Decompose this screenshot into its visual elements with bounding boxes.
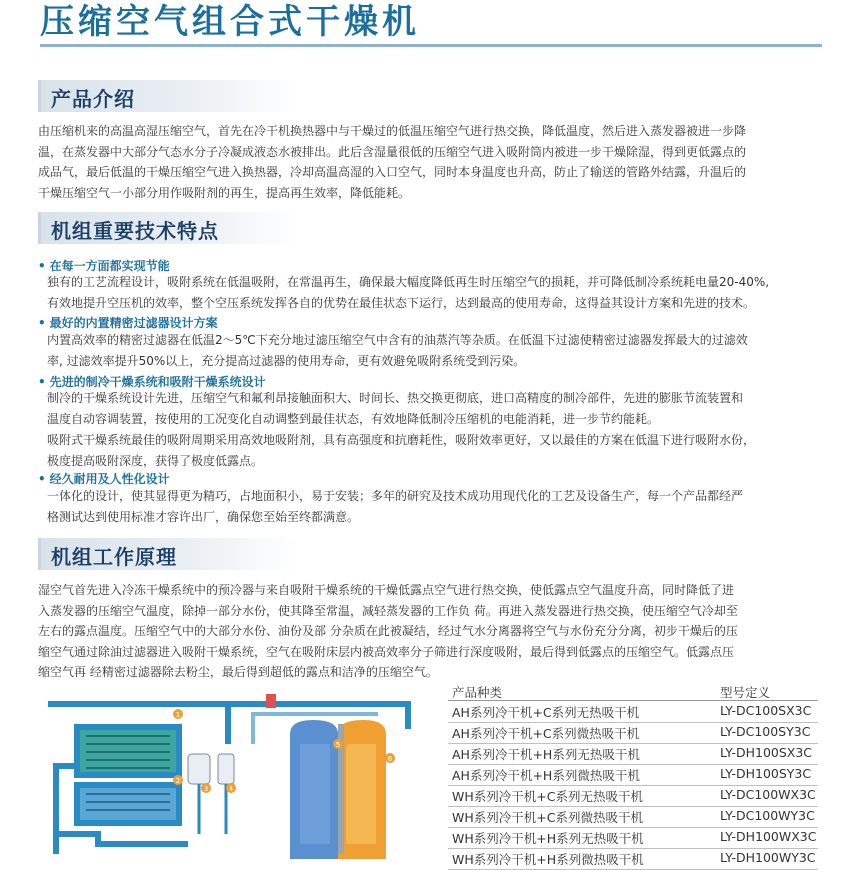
section-heading-features <box>38 212 299 244</box>
section-heading-principle <box>38 538 299 570</box>
pipe <box>56 766 74 854</box>
table-row: WH系列冷干机+H系列微热吸干机 LY-DH100WY3C <box>448 848 818 870</box>
table-row: AH系列冷干机+H系列无热吸干机 LY-DH100SX3C <box>448 743 818 765</box>
feature-title: • 在每一方面都实现节能 <box>38 259 170 273</box>
marker-label: 4 <box>228 785 234 793</box>
table-row: AH系列冷干机+C系列无热吸干机 LY-DC100SX3C <box>448 701 818 723</box>
bullet-icon: • <box>38 375 46 389</box>
intro-paragraph <box>38 121 828 203</box>
section-heading-text: 产品介绍 <box>51 87 135 111</box>
table-row: WH系列冷干机+H系列无热吸干机 LY-DH100WX3C <box>448 827 818 849</box>
oil-filter <box>218 754 234 784</box>
feature-title: • 经久耐用及人性化设计 <box>38 472 170 486</box>
table-header-product: 产品种类 <box>452 685 503 700</box>
feature-text: 制冷的干燥系统设计先进，压缩空气和氟利昂接触面积大、时间长、热交换更彻底，进口高精度的制冷部件，先进的膨胀节流装置和 温度自动容调装置，按使用的工况变化自动调整到最佳状态，有效地降低制冷压缩机的电能消耗，进一步节约能耗。 吸附式干燥系统最佳的吸附周期采用高效地吸附剂，具有高强度和抗磨耗性，吸附效率更好，又以最佳的方案在低温下进行吸附水份， 极度提高吸附深度，获得了极度低露点。 <box>47 391 756 468</box>
desiccant-bed <box>346 744 376 844</box>
table-row: AH系列冷干机+C系列微热吸干机 LY-DC100SY3C <box>448 722 818 744</box>
water-separator <box>188 754 210 784</box>
section-heading-text: 机组工作原理 <box>51 545 177 569</box>
principle-paragraph: 湿空气首先进入冷冻干燥系统中的预冷器与来自吸附干燥系统的干燥低露点空气进行热交换，使低露点空气温度升高，同时降低了进 入蒸发器的压缩空气温度，除掉一部分水份，使其降至常温，减轻蒸发器的工作负 荷。再进入蒸发器进行热交换，使压缩空气冷却至 左右的露点温度。压缩空气中的大部分水份、油份及部 分杂质在此被凝结，经过气水分离器将空气与水份充分分离，初步干燥后的压 缩空气通过除油过滤器进入吸附干燥系统，空气在吸附床层内被高效率分子筛进行深度吸附，最后得到低露点的压缩空气。低露点压 缩空气再 经精密过滤器除去粉尘，最后得到超低的露点和洁净的压缩空气。 <box>38 583 738 679</box>
intro-line: 由压缩机来的高温高湿压缩空气，首先在冷干机换热器中与干燥过的低温压缩空气进行热交换，降低温度，然后进入蒸发器被进一步降 <box>38 124 747 138</box>
feature-text: 内置高效率的精密过滤器在低温2～5℃下充分地过滤压缩空气中含有的油蒸汽等杂质。在低温下过滤使精密过滤器发挥最大的过滤效 率, 过滤效率提升50%以上，充分提高过滤器的使用寿命，更有效避免吸附系统受到污染。 <box>47 333 748 368</box>
table-row: WH系列冷干机+C系列微热吸干机 LY-DC100WY3C <box>448 806 818 828</box>
marker-label: 5 <box>335 741 341 749</box>
section-heading-text: 机组重要技术特点 <box>51 219 219 243</box>
intro-line: 成品气，最后低温的干燥压缩空气进入换热器，冷却高温高湿的入口空气，同时本身温度也升高，防止了输送的管路外结露，升温后的 <box>38 165 747 179</box>
pipe <box>56 834 188 844</box>
marker-label: 2 <box>175 777 181 785</box>
bullet-icon: • <box>38 316 46 330</box>
bullet-icon: • <box>38 472 46 486</box>
feature-text: 一体化的设计，使其显得更为精巧，占地面积小，易于安装；多年的研究及技术成功用现代化的工艺及设备生产，每一个产品都经严 格测试达到使用标准才容许出厂，确保您至始至终都满意。 <box>47 489 744 524</box>
title-divider <box>40 44 822 47</box>
table-row: AH系列冷干机+H系列微热吸干机 LY-DH100SY3C <box>448 764 818 786</box>
marker-label: 6 <box>387 755 393 763</box>
section-heading-intro <box>38 80 299 112</box>
evaporator-core <box>80 788 176 820</box>
feature-title: • 先进的制冷干燥系统和吸附干燥系统设计 <box>38 375 266 389</box>
desiccant-bed <box>300 744 330 844</box>
marker-label: 1 <box>175 711 181 719</box>
dryer-flow-diagram <box>38 684 438 861</box>
feature-title: • 最好的内置精密过滤器设计方案 <box>38 316 218 330</box>
intro-line: 干燥压缩空气一小部分用作吸附剂的再生，提高再生效率，降低能耗。 <box>38 185 411 200</box>
table-row: WH系列冷干机+C系列无热吸干机 LY-DC100WX3C <box>448 785 818 807</box>
page-title: 压缩空气组合式干燥机 <box>40 2 420 42</box>
table-header-model: 型号定义 <box>720 685 771 700</box>
valve-icon <box>266 694 276 708</box>
feature-text: 独有的工艺流程设计，吸附系统在低温吸附，在常温再生，确保最大幅度降低再生时压缩空气的损耗，并可降低制冷系统耗电量20-40%, 有效地提升空压机的效率，整个空压系统发挥各自的优势在最佳状态下运行，达到最高的使用寿命，这得益其设计方案和先进的技术。 <box>47 275 770 310</box>
intro-line: 温，在蒸发器中大部分气态水分子冷凝成液态水被排出。此后含湿量很低的压缩空气进入吸附筒内被进一步干燥除湿，得到更低露点的 <box>38 144 747 159</box>
bullet-icon: • <box>38 259 46 273</box>
marker-label: 3 <box>203 785 209 793</box>
